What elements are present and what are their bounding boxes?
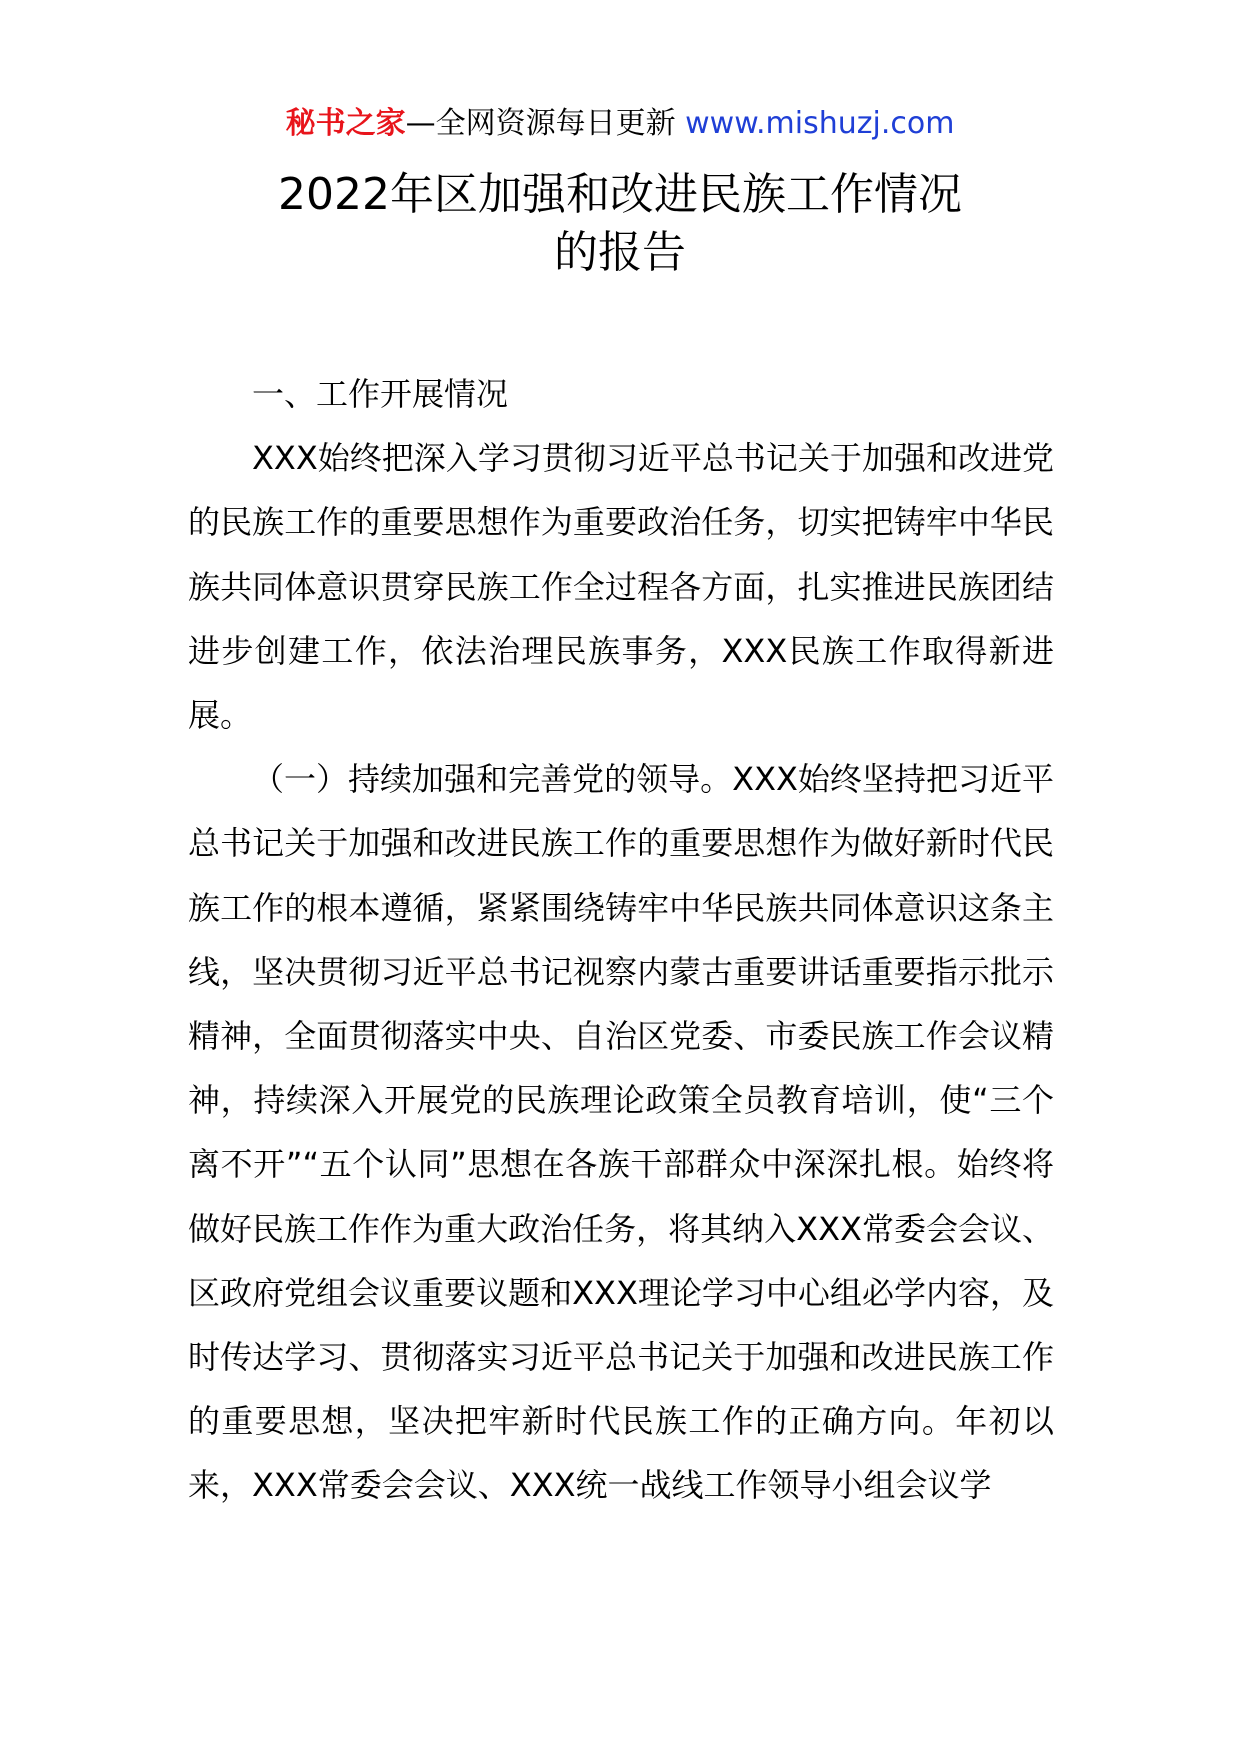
site-brand: 秘书之家 (285, 106, 406, 141)
body-paragraph-2: （一）持续加强和完善党的领导。XXX始终坚持把习近平总书记关于加强和改进民族工作的重要思想作为做好新时代民族工作的根本遵循，紧紧围绕铸牢中华民族共同体意识这条主线，坚决贯彻习近平总书记视察内蒙古重要讲话重要指示批示精神，全面贯彻落实中央、自治区党委、市委民族工作会议精神，持续深入开展党的民族理论政策全员教育培训，使“三个离不开”“五个认同”思想在各族干部群众中深深扎根。始终将做好民族工作作为重大政治任务，将其纳入XXX常委会会议、区政府党组会议重要议题和XXX理论学习中心组必学内容，及时传达学习、贯彻落实习近平总书记关于加强和改进民族工作的重要思想，坚决把牢新时代民族工作的正确方向。年初以来，XXX常委会会议、XXX统一战线工作领导小组会议学 (188, 760, 1054, 1505)
body-paragraph-1: XXX始终把深入学习贯彻习近平总书记关于加强和改进党的民族工作的重要思想作为重要政治任务，切实把铸牢中华民族共同体意识贯穿民族工作全过程各方面，扎实推进民族团结进步创建工作，依法治理民族事务，XXX民族工作取得新进展。 (188, 439, 1054, 735)
site-tagline: —全网资源每日更新 (405, 106, 686, 141)
document-body (188, 362, 1054, 1518)
document-title (0, 166, 1240, 282)
section-heading: 一、工作开展情况 (252, 375, 509, 413)
site-url-link[interactable]: www.mishuzj.com (685, 106, 955, 141)
site-banner (0, 102, 1240, 146)
document-title-line-1: 2022年区加强和改进民族工作情况 (278, 169, 962, 220)
document-title-line-2: 的报告 (554, 227, 686, 278)
